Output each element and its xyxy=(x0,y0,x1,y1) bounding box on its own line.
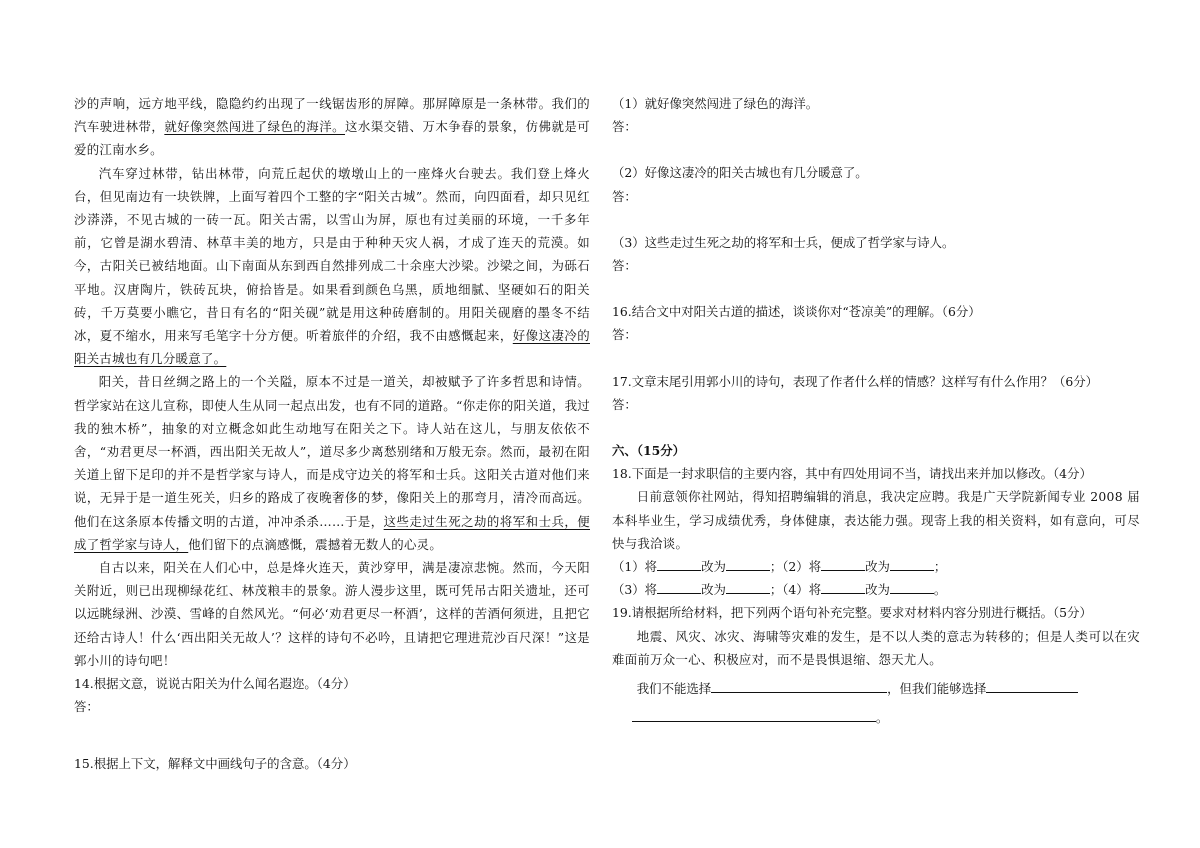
answer-label-15-3: 答： xyxy=(612,258,637,274)
blank-2-original[interactable] xyxy=(821,556,865,571)
blank-can-choose[interactable] xyxy=(986,678,1078,693)
underlined-sentence-2: 好像这凄冷的阳关古城也有几分暖意了。 xyxy=(74,328,590,367)
question-16: 16.结合文中对阳关古道的描述，谈谈你对“苍凉美”的理解。（6分） xyxy=(612,304,981,320)
blank-can-choose-cont[interactable] xyxy=(632,707,876,722)
blank-3-original[interactable] xyxy=(657,579,701,594)
blank-1-original[interactable] xyxy=(657,556,701,571)
underlined-sentence-3: 这些走过生死之劫的将军和士兵，便成了哲学家与诗人， xyxy=(74,513,590,552)
fill-line-3-4: （3）将 改为 ；（4）将 改为 。 xyxy=(612,578,1140,601)
blank-1-revised[interactable] xyxy=(726,556,770,571)
answer-label-17: 答： xyxy=(612,396,637,412)
underlined-sentence-1: 就好像突然闯进了绿色的海洋。 xyxy=(164,119,346,135)
question-14: 14.根据文意，说说古阳关为什么闻名遐迩。（4分） xyxy=(74,676,356,692)
material-text: 地震、风灾、冰灾、海啸等灾难的发生，是不以人类的意志为转移的；但是人类可以在灾难面前万众一心、积极应对，而不是畏惧退缩、怨天尤人。 xyxy=(612,628,1140,667)
question-15: 15.根据上下文，解释文中画线句子的含意。（4分） xyxy=(74,756,356,772)
blank-cannot-choose[interactable] xyxy=(711,678,887,693)
question-17: 17.文章末尾引用郭小川的诗句，表现了作者什么样的情感？这样写有什么作用？（6分） xyxy=(612,373,1099,389)
question-18: 18.下面是一封求职信的主要内容，其中有四处用词不当，请找出来并加以修改。（4分） xyxy=(612,466,1092,482)
answer-label-14: 答： xyxy=(74,699,99,715)
section-heading-6: 六、（15分） xyxy=(612,443,685,459)
blank-4-revised[interactable] xyxy=(890,579,934,594)
fill-line-1-2: （1）将 改为 ；（2）将 改为 ； xyxy=(612,555,1140,578)
passage-paragraph-4: 自古以来，阳关在人们心中，总是烽火连天，黄沙穿甲，满是凄凉悲惋。然而，今天阳关附近，则已出现柳绿花红、林茂粮丰的景象。游人漫步这里，既可凭吊古阳关遗址，还可以远眺绿洲、沙漠、雪峰的自然风光。“何必‘劝君更尽一杯酒’，这样的苦酒何须进，且把它还给古诗人！什么‘西出阳关无故人’？这样的诗句不必吟，且请把它理进荒沙百尺深！”这是郭小川的诗句吧！ xyxy=(74,560,590,668)
answer-label-15-1: 答： xyxy=(612,119,637,135)
right-column xyxy=(612,92,1140,729)
answer-label-15-2: 答： xyxy=(612,188,637,204)
completion-sentence-cont: 。 xyxy=(612,706,1140,729)
question-19: 19.请根据所给材料，把下列两个语句补充完整。要求对材料内容分别进行概括。（5分） xyxy=(612,605,1092,621)
passage-paragraph-1: 沙的声响，远方地平线，隐隐约约出现了一线锯齿形的屏障。那屏障原是一条林带。我们的汽车驶进林带，就好像突然闯进了绿色的海洋。这水渠交错、万木争春的景象，仿佛就是可爱的江南水乡。 xyxy=(74,96,590,158)
sub-question-15-3: （3）这些走过生死之劫的将军和士兵，便成了哲学家与诗人。 xyxy=(612,234,955,250)
sub-question-15-1: （1）就好像突然闯进了绿色的海洋。 xyxy=(612,96,819,111)
passage-paragraph-3: 阳关，昔日丝绸之路上的一个关隘，原本不过是一道关，却被赋予了许多哲思和诗情。哲学家站在这儿宣称，即使人生从同一起点出发，也有不同的道路。“你走你的阳关道，我过我的独木桥”，抽象的对立概念如此生动地写在阳关之下。诗人站在这儿，与朋友依依不舍，“劝君更尽一杯酒，西出阳关无故人”，道尽多少离愁别绪和万般无奈。然而，最初在阳关道上留下足印的并不是哲学家与诗人，而是戍守边关的将军和士兵。这阳关古道对他们来说，无异于是一道生死关，归乡的路成了夜晚奢侈的梦，像阳关上的那弯月，清冷而高远。他们在这条原本传播文明的古道，冲冲杀杀……于是，这些走过生死之劫的将军和士兵，便成了哲学家与诗人，他们留下的点滴感慨，震撼着无数人的心灵。 xyxy=(74,374,590,552)
blank-4-original[interactable] xyxy=(821,579,865,594)
blank-3-revised[interactable] xyxy=(726,579,770,594)
blank-2-revised[interactable] xyxy=(890,556,934,571)
sub-question-15-2: （2）好像这凄冷的阳关古城也有几分暖意了。 xyxy=(612,165,868,181)
passage-paragraph-2: 汽车穿过林带，钻出林带，向荒丘起伏的墩墩山上的一座烽火台驶去。我们登上烽火台，但见南边有一块铁牌，上面写着四个工整的字“阳关古城”。然而，向四面看，却只见红沙漭漭，不见古城的一砖一瓦。阳关古需，以雪山为屏，原也有过美丽的环境，一千多年前，它曾是湖水碧清、林草丰美的地方，只是由于种种天灾人祸，才成了连天的荒漠。如今，古阳关已被结地面。山下南面从东到西自然排列成二十余座大沙梁。沙梁之间，为砾石平地。汉唐陶片，铁砖瓦块，俯拾皆是。如果看到颜色乌黑，质地细腻、坚硬如石的阳关砖，千万莫要小瞧它，昔日有名的“阳关砚”就是用这种砖磨制的。用阳关砚磨的墨冬不结冰，夏不缩水，用来写毛笔字十分方便。听着旅伴的介绍，我不由感慨起来，好像这凄冷的阳关古城也有几分暖意了。 xyxy=(74,165,590,367)
application-letter: 日前意领你社网站，得知招聘编辑的消息，我决定应聘。我是广天学院新闻专业 2008 届本科毕业生，学习成绩优秀，身体健康，表达能力强。现寄上我的相关资料，如有意向，可尽快与我洽谈。 xyxy=(612,489,1140,551)
left-column xyxy=(74,92,590,776)
completion-sentence: 我们不能选择 ，但我们能够选择 xyxy=(612,677,1140,700)
answer-label-16: 答： xyxy=(612,327,637,343)
